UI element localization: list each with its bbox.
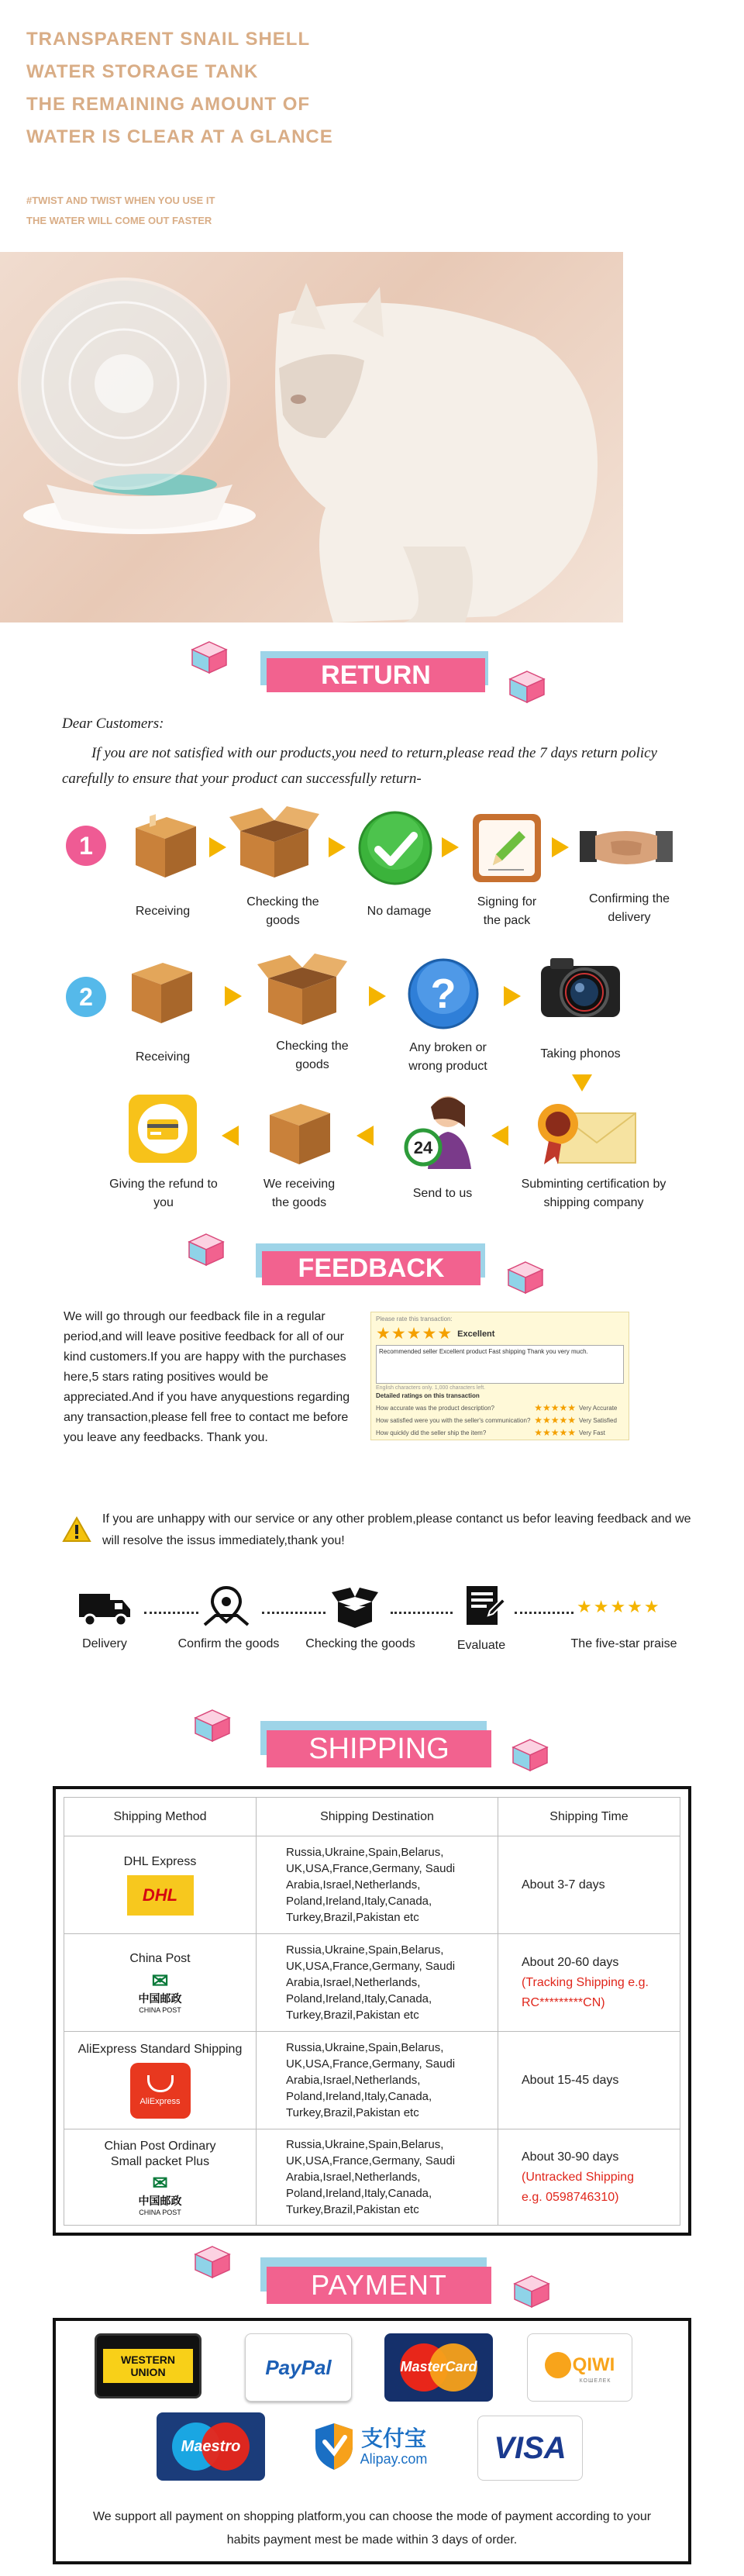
- method-cell-2: [64, 1934, 257, 2032]
- alipay-logo-text: Alipay.com: [360, 2451, 428, 2467]
- flow2-label-1: Receiving: [135, 1050, 191, 1064]
- refund-card-icon: [127, 1093, 198, 1168]
- flow2-arrow-1: [225, 986, 242, 1006]
- header-destination: Shipping Destination: [257, 1798, 498, 1836]
- cube-decoration-right: [508, 670, 546, 708]
- step-number-2: 2: [66, 977, 106, 1017]
- dhl-logo-text: DHL: [142, 1885, 178, 1905]
- handshake-icon: [580, 819, 673, 877]
- card-row-3: [376, 1427, 624, 1438]
- process-label-1: Delivery: [82, 1637, 127, 1650]
- warning-text: If you are unhappy with our service or any other problem,please contanct us befor leaving feedback and we will resolve the issus immediately,thank you!: [102, 1512, 691, 1547]
- alipay-text-block: [360, 2426, 428, 2467]
- method-name-4: Chian Post Ordinary Small packet Plus: [104, 2139, 216, 2168]
- flow1-arrow-3: [442, 837, 459, 857]
- flow2-label-3: Any broken or wrong product: [408, 1041, 487, 1073]
- cube-decoration-right-4: [513, 2274, 550, 2312]
- aliexpress-logo: [130, 2063, 191, 2119]
- card-rating-stars: ★★★★★: [376, 1325, 453, 1343]
- five-stars-icon: ★★★★★: [577, 1597, 661, 1616]
- shipping-table-frame: [53, 1786, 691, 2236]
- flow2-label-4: Taking phonos: [540, 1047, 621, 1060]
- time-cell-2: [498, 1934, 680, 2032]
- destination-cell-1: Russia,Ukraine,Spain,Belarus, UK,USA,France,Germany, Saudi Arabia,Israel,Netherlands, Poland,Ireland,Italy,Canada, Turkey,Brazil,Pakistan etc: [257, 1836, 498, 1934]
- flow3-arrow-3: [491, 1126, 508, 1146]
- shipping-table: [64, 1797, 680, 2226]
- table-row: [64, 2129, 680, 2226]
- support-agent-icon: [400, 1088, 480, 1173]
- tagline-1: #TWIST AND TWIST WHEN YOU USE IT: [26, 195, 215, 206]
- headline-line-4: WATER IS CLEAR AT A GLANCE: [26, 126, 333, 147]
- qiwi-circle-icon: [545, 2352, 571, 2378]
- cube-decoration-right-3: [512, 1738, 549, 1776]
- card-comment-box: Recommended seller Excellent product Fast shipping Thank you very much.: [376, 1345, 624, 1384]
- shopping-bag-icon: [147, 2075, 174, 2092]
- card-row-2: [376, 1415, 624, 1426]
- warning-icon: [62, 1516, 91, 1547]
- table-row: [64, 1836, 680, 1934]
- dhl-logo: [127, 1875, 194, 1916]
- method-cell-1: [64, 1836, 257, 1934]
- mastercard-logo: [384, 2333, 493, 2402]
- time-value-3: About 15-45 days: [522, 2073, 619, 2087]
- step-number-1: 1: [66, 826, 106, 866]
- flow1-label-3: No damage: [367, 905, 432, 918]
- flow3-label-2: We receiving the goods: [263, 1178, 336, 1209]
- location-pin-icon: [203, 1585, 250, 1632]
- china-post-logo-text: 中国邮政: [138, 1991, 182, 2005]
- flow1-label-2: Checking the goods: [246, 895, 319, 927]
- paypal-logo-text: PayPal: [265, 2355, 332, 2379]
- flow2-label-2: Checking the goods: [276, 1040, 349, 1071]
- flow1-label-4: Signing for the pack: [477, 895, 537, 927]
- visa-logo-text: VISA: [494, 2430, 567, 2465]
- dots-connector-4: [515, 1612, 574, 1614]
- maestro-logo-text: Maestro: [181, 2438, 241, 2455]
- time-value-2: About 20-60 days: [522, 1955, 619, 1969]
- return-intro: If you are not satisfied with our products,you need to return,please read the 7 days return policy carefully to ensure that your product can successfully return-: [62, 745, 657, 787]
- header-method: Shipping Method: [64, 1798, 257, 1836]
- card-chars-note: English characters only. 1,000 characters left.: [376, 1385, 486, 1391]
- shipping-banner: SHIPPING: [267, 1730, 491, 1767]
- visa-logo: [477, 2416, 583, 2481]
- time-value-1: About 3-7 days: [522, 1878, 605, 1891]
- certificate-envelope-icon: [532, 1093, 640, 1171]
- qiwi-sub: КОШЕЛЕК: [579, 2378, 611, 2384]
- method-cell-3: [64, 2032, 257, 2129]
- process-label-2: Confirm the goods: [177, 1637, 280, 1650]
- cube-decoration-left-4: [194, 2245, 231, 2283]
- badge-24: 24: [413, 1138, 433, 1157]
- china-post-logo-mark: ✉: [151, 1968, 169, 1992]
- qiwi-logo-text: QIWI: [572, 2354, 615, 2375]
- method-name-3: AliExpress Standard Shipping: [78, 2042, 243, 2056]
- box-open-icon-2: [256, 947, 349, 1032]
- feedback-banner: FEEDBACK: [262, 1251, 480, 1285]
- card-row-3-question: How quickly did the seller ship the item?: [376, 1429, 487, 1436]
- evaluate-document-icon: [459, 1581, 505, 1632]
- card-row-1-answer: Very Accurate: [579, 1404, 618, 1412]
- time-note-2: (Tracking Shipping e.g. RC*********CN): [522, 1975, 649, 2009]
- card-top-label: Please rate this transaction:: [376, 1316, 453, 1322]
- tagline-block: [26, 191, 491, 231]
- china-post-logo: [64, 1968, 256, 2014]
- qiwi-mark: [545, 2352, 615, 2378]
- china-post-logo-mark-2: ✉: [152, 2172, 168, 2194]
- headline-block: [26, 23, 491, 153]
- flow3-arrow-1: [222, 1126, 239, 1146]
- signing-pen-icon: [470, 811, 544, 889]
- card-row-2-stars: ★★★★★: [534, 1415, 576, 1426]
- card-row-1: [376, 1402, 624, 1413]
- card-row-1-question: How accurate was the product description?: [376, 1404, 494, 1412]
- destination-cell-2: Russia,Ukraine,Spain,Belarus, UK,USA,France,Germany, Saudi Arabia,Israel,Netherlands, Poland,Ireland,Italy,Canada, Turkey,Brazil,Pakistan etc: [257, 1934, 498, 2032]
- method-cell-4: [64, 2129, 257, 2226]
- box-closed-icon: [128, 806, 202, 885]
- destination-cell-3: Russia,Ukraine,Spain,Belarus, UK,USA,France,Germany, Saudi Arabia,Israel,Netherlands, Poland,Ireland,Italy,Canada, Turkey,Brazil,Pakistan etc: [257, 2032, 498, 2129]
- flow1-label-1: Receiving: [135, 905, 191, 918]
- headline-line-3: THE REMAINING AMOUNT OF: [26, 94, 311, 115]
- dots-connector-2: [262, 1612, 326, 1614]
- maestro-logo: [157, 2412, 265, 2481]
- headline-line-1: TRANSPARENT SNAIL SHELL: [26, 29, 311, 50]
- flow3-label-3: Send to us: [412, 1187, 473, 1200]
- aliexpress-logo-text: AliExpress: [140, 2096, 181, 2106]
- card-detailed-title: Detailed ratings on this transaction: [376, 1392, 480, 1399]
- camera-icon: [538, 950, 623, 1026]
- western-union-text: WESTERN UNION: [103, 2349, 193, 2383]
- tagline-2: THE WATER WILL COME OUT FASTER: [26, 215, 212, 226]
- time-cell-3: [498, 2032, 680, 2129]
- china-post-logo-2: [64, 2174, 256, 2216]
- flow3-label-4: Subminting certification by shipping company: [521, 1178, 666, 1209]
- flow1-arrow-1: [209, 837, 226, 857]
- return-greeting: Dear Customers:: [62, 716, 164, 732]
- check-icon: [356, 809, 434, 891]
- alipay-shield-icon: [312, 2422, 356, 2471]
- cube-decoration-left-3: [194, 1709, 231, 1747]
- card-rating-row: [376, 1324, 624, 1343]
- method-name-1: DHL Express: [123, 1854, 197, 1868]
- method-name-2: China Post: [129, 1951, 191, 1965]
- alipay-logo-text-cn: 支付宝: [360, 2426, 426, 2450]
- flow1-arrow-4: [552, 837, 569, 857]
- product-photo: [0, 252, 623, 622]
- mastercard-circles: [400, 2343, 477, 2392]
- card-row-2-answer: Very Satisfied: [579, 1416, 617, 1424]
- process-label-3: Checking the goods: [305, 1637, 415, 1650]
- table-row: [64, 2032, 680, 2129]
- process-label-4: Evaluate: [456, 1639, 506, 1652]
- card-row-3-answer: Very Fast: [579, 1429, 605, 1436]
- card-row-3-stars: ★★★★★: [534, 1427, 576, 1438]
- cat-fountain-illustration: [0, 252, 623, 622]
- card-row-2-question: How satisfied were you with the seller's communication?: [376, 1416, 531, 1424]
- flow-arrow-down: [572, 1074, 592, 1091]
- header-time: Shipping Time: [498, 1798, 680, 1836]
- question-icon: [406, 957, 480, 1035]
- flow3-arrow-2: [356, 1126, 374, 1146]
- box-open-icon: [228, 800, 321, 885]
- payment-banner: PAYMENT: [267, 2267, 491, 2304]
- dots-connector-3: [391, 1612, 453, 1614]
- qiwi-logo: [527, 2333, 632, 2402]
- time-value-4: About 30-90 days: [522, 2150, 619, 2164]
- table-row: [64, 1934, 680, 2032]
- process-label-5: The five-star praise: [570, 1637, 677, 1650]
- cube-decoration-left: [191, 640, 228, 678]
- time-cell-1: [498, 1836, 680, 1934]
- return-banner: RETURN: [267, 658, 485, 692]
- box-closed-icon-3: [262, 1093, 336, 1171]
- svg-text:?: ?: [430, 971, 456, 1017]
- flow3-label-1: Giving the refund to you: [109, 1178, 218, 1209]
- payment-note: We support all payment on shopping platform,you can choose the mode of payment according to your habits payment mest be made within 3 days of order.: [92, 2510, 652, 2547]
- alipay-logo: [296, 2412, 443, 2481]
- china-post-logo-sub-2: CHINA POST: [139, 2208, 181, 2216]
- western-union-logo: [95, 2333, 202, 2398]
- paypal-logo: [245, 2333, 352, 2402]
- dots-connector-1: [144, 1612, 198, 1614]
- destination-cell-4: Russia,Ukraine,Spain,Belarus, UK,USA,France,Germany, Saudi Arabia,Israel,Netherlands, Poland,Ireland,Italy,Canada, Turkey,Brazil,Pakistan etc: [257, 2129, 498, 2226]
- flow2-arrow-2: [369, 986, 386, 1006]
- cube-decoration-right-2: [507, 1260, 544, 1298]
- flow1-arrow-2: [329, 837, 346, 857]
- feedback-text: We will go through our feedback file in a regular period,and will leave positive feedback for all of our kind customers.If you are happy with the purchases here,5 stars rating positives would be appreciated.And if you have anyquestions regarding any transaction,please fell free to contact me before you leave any feedbacks. Thank you.: [64, 1310, 350, 1444]
- time-note-4: (Untracked Shipping e.g. 0598746310): [522, 2170, 634, 2204]
- card-rating-word: Excellent: [457, 1329, 495, 1339]
- china-post-logo-sub: CHINA POST: [139, 2005, 181, 2014]
- flow2-arrow-3: [504, 986, 521, 1006]
- maestro-circles: [172, 2423, 250, 2471]
- shipping-header-row: [64, 1798, 680, 1836]
- feedback-card: [370, 1312, 629, 1440]
- card-row-1-stars: ★★★★★: [534, 1402, 576, 1413]
- delivery-truck-icon: [78, 1586, 132, 1632]
- box-closed-icon-2: [124, 952, 198, 1030]
- open-box-icon: [330, 1585, 380, 1632]
- flow1-label-5: Confirming the delivery: [588, 892, 670, 924]
- china-post-logo-text-2: 中国邮政: [138, 2194, 182, 2207]
- headline-line-2: WATER STORAGE TANK: [26, 61, 259, 82]
- mastercard-logo-text: MasterCard: [400, 2359, 477, 2374]
- time-cell-4: [498, 2129, 680, 2226]
- cube-decoration-left-2: [188, 1233, 225, 1271]
